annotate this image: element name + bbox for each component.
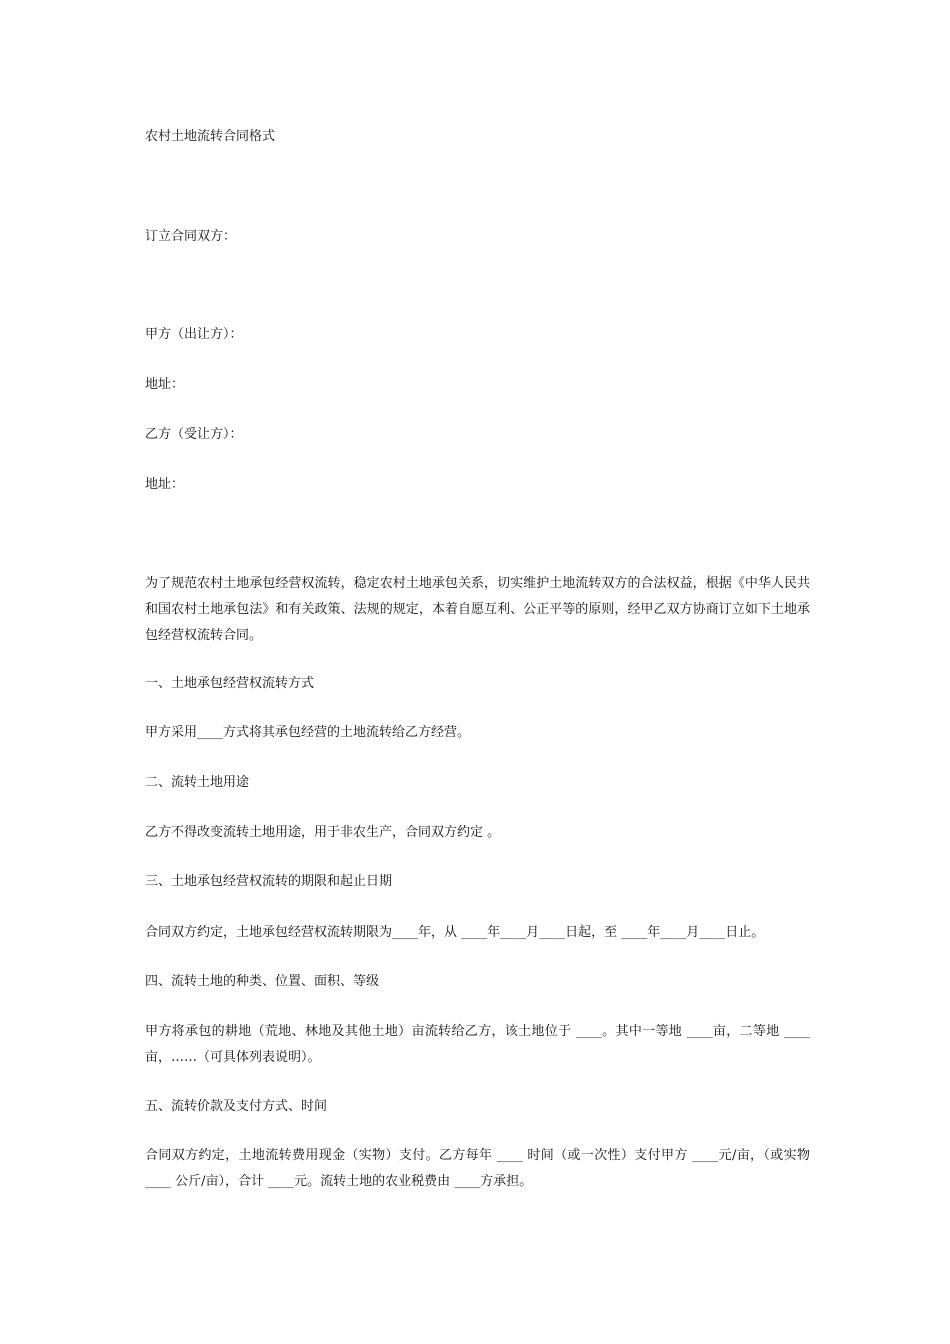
section-heading: 五、流转价款及支付方式、时间 [145, 1099, 328, 1114]
party-b-label: 乙方（受让方）： [145, 427, 243, 442]
party-a-label: 甲方（出让方）： [145, 327, 243, 342]
document-title: 农村土地流转合同格式 [145, 129, 276, 144]
section-body: 甲方将承包的耕地（荒地、林地及其他土地）亩流转给乙方，该土地位于 ____。其中一等地 ____亩，二等地 ____亩，……（可具体列表说明）。 [145, 1024, 810, 1065]
section-body: 乙方不得改变流转土地用途，用于非农生产，合同双方约定 。 [145, 825, 501, 840]
section-heading: 一、土地承包经营权流转方式 [145, 676, 315, 691]
preamble-paragraph: 为了规范农村土地承包经营权流转，稳定农村土地承包关系，切实维护土地流转双方的合法权益，根据《中华人民共和国农村土地承包法》和有关政策、法规的规定，本着自愿互利、公正平等的原则，经甲乙双方协商订立如下土地承包经营权流转合同。 [145, 576, 810, 643]
parties-heading: 订立合同双方： [145, 229, 237, 244]
section-body: 合同双方约定，土地承包经营权流转期限为____年，从 ____年____月____日起，至 ____年____月____日止。 [145, 925, 765, 940]
section-heading: 三、土地承包经营权流转的期限和起止日期 [145, 874, 393, 889]
party-a-address-label: 地址： [145, 377, 185, 392]
section-body: 合同双方约定，土地流转费用现金（实物）支付。乙方每年 ____ 时间（或一次性）支付甲方 ____元/亩，（或实物 ____ 公斤/亩），合计 ____元。流转土地的农业税费由 ____方承担。 [145, 1148, 810, 1189]
section-heading: 四、流转土地的种类、位置、面积、等级 [145, 974, 380, 989]
party-b-address-label: 地址： [145, 477, 185, 492]
section-heading: 二、流转土地用途 [145, 775, 250, 790]
section-body: 甲方采用____方式将其承包经营的土地流转给乙方经营。 [145, 725, 471, 740]
